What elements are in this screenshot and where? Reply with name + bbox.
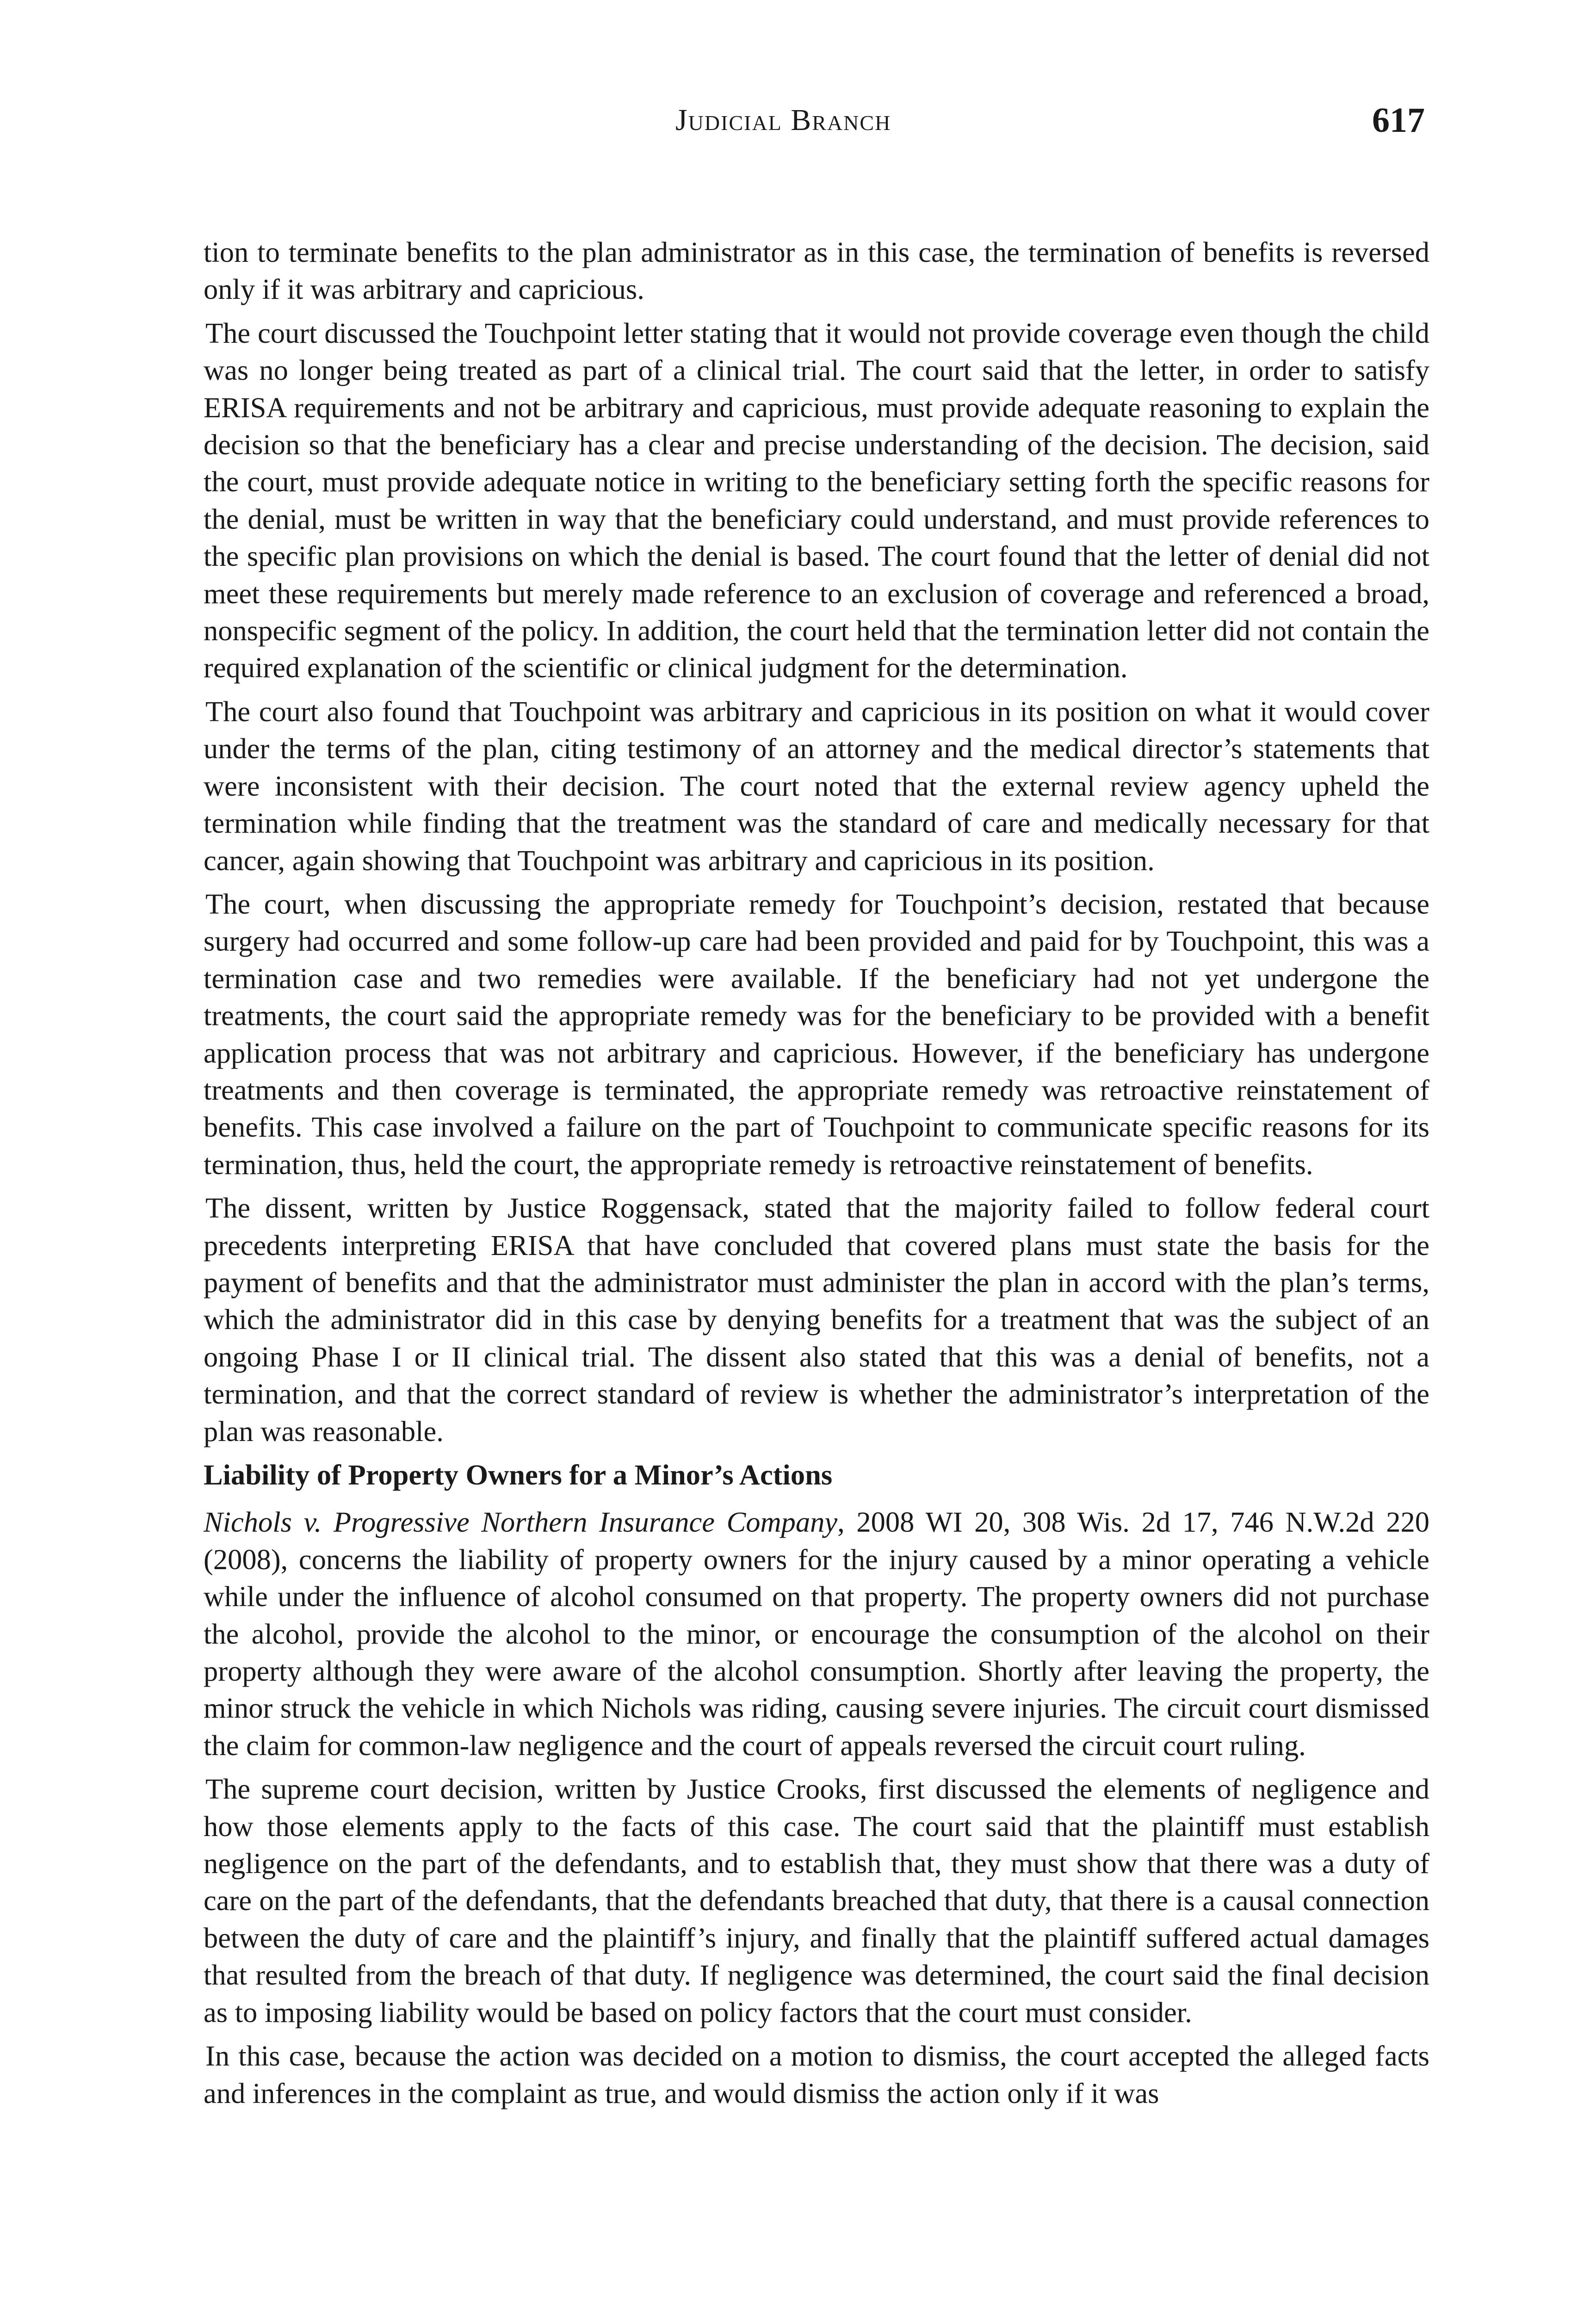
paragraph-8: In this case, because the action was decided on a motion to dismiss, the court accepted the alleged facts and inferences in the complaint as true, and would dismiss the action only if it was — [204, 2040, 1429, 2109]
body-text — [204, 234, 1429, 2118]
page-number: 617 — [1372, 101, 1425, 140]
paragraph-6-text: , 2008 WI 20, 308 Wis. 2d 17, 746 N.W.2d 220 (2008), concerns the liability of property owners for the injury caused by a minor operating a vehicle while under the influence of alcohol consumed on that property. The property owners did not purchase the alcohol, provide the alcohol to the minor, or encourage the consumption of the alcohol on their property although they were aware of the alcohol consumption. Shortly after leaving the property, the minor struck the vehicle in which Nichols was riding, causing severe injuries. The circuit court dismissed the claim for common-law negligence and the court of appeals reversed the circuit court ruling. — [204, 1506, 1429, 1762]
paragraph-4: The court, when discussing the appropriate remedy for Touchpoint’s decision, restated that because surgery had occurred and some follow-up care had been provided and paid for by Touchpoint, this was a termination case and two remedies were available. If the beneficiary had not yet undergone the treatments, the court said the appropriate remedy was for the beneficiary to be provided with a benefit application process that was not arbitrary and capricious. However, if the beneficiary has undergone treatments and then coverage is terminated, the appropriate remedy was retroactive reinstatement of benefits. This case involved a failure on the part of Touchpoint to communicate specific reasons for its termination, thus, held the court, the appropriate remedy is retroactive reinstatement of benefits. — [204, 887, 1429, 1181]
running-title: Judicial Branch — [675, 103, 891, 137]
paragraph-6 — [204, 1503, 1429, 1764]
section-heading: Liability of Property Owners for a Minor’s Actions — [204, 1459, 833, 1491]
paragraph-3: The court also found that Touchpoint was arbitrary and capricious in its position on what it would cover under the terms of the plan, citing testimony of an attorney and the medical director’s statements that were inconsistent with their decision. The court noted that the external review agency upheld the termination while finding that the treatment was the standard of care and medically necessary for that cancer, again showing that Touchpoint was arbitrary and capricious in its position. — [204, 695, 1429, 877]
case-citation-name: Nichols v. Progressive Northern Insurance Company — [204, 1506, 838, 1539]
running-head — [0, 93, 1596, 148]
paragraph-2: The court discussed the Touchpoint letter stating that it would not provide coverage even though the child was no longer being treated as part of a clinical trial. The court said that the letter, in order to satisfy ERISA requirements and not be arbitrary and capricious, must provide adequate reasoning to explain the decision so that the beneficiary has a clear and precise understanding of the decision. The decision, said the court, must provide adequate notice in writing to the beneficiary setting forth the specific reasons for the denial, must be written in way that the beneficiary could understand, and must provide references to the specific plan provisions on which the denial is based. The court found that the letter of denial did not meet these requirements but merely made reference to an exclusion of coverage and referenced a broad, nonspecific segment of the policy. In addition, the court held that the termination letter did not contain the required explanation of the scientific or clinical judgment for the determination. — [204, 316, 1429, 684]
paragraph-5: The dissent, written by Justice Roggensack, stated that the majority failed to follow federal court precedents interpreting ERISA that have concluded that covered plans must state the basis for the payment of benefits and that the administrator must administer the plan in accord with the plan’s terms, which the administrator did in this case by denying benefits for a treatment that was the subject of an ongoing Phase I or II clinical trial. The dissent also stated that this was a denial of benefits, not a termination, and that the correct standard of review is whether the administrator’s interpretation of the plan was reasonable. — [204, 1192, 1429, 1447]
paragraph-1: tion to terminate benefits to the plan administrator as in this case, the termination of benefits is reversed only if it was arbitrary and capricious. — [204, 236, 1429, 306]
paragraph-7: The supreme court decision, written by Justice Crooks, first discussed the elements of negligence and how those elements apply to the facts of this case. The court said that the plaintiff must establish negligence on the part of the defendants, and to establish that, they must show that there was a duty of care on the part of the defendants, that the defendants breached that duty, that there is a causal connection between the duty of care and the plaintiff’s injury, and finally that the plaintiff suffered actual damages that resulted from the breach of that duty. If negligence was determined, the court said the final decision as to imposing liability would be based on policy factors that the court must consider. — [204, 1773, 1429, 2029]
